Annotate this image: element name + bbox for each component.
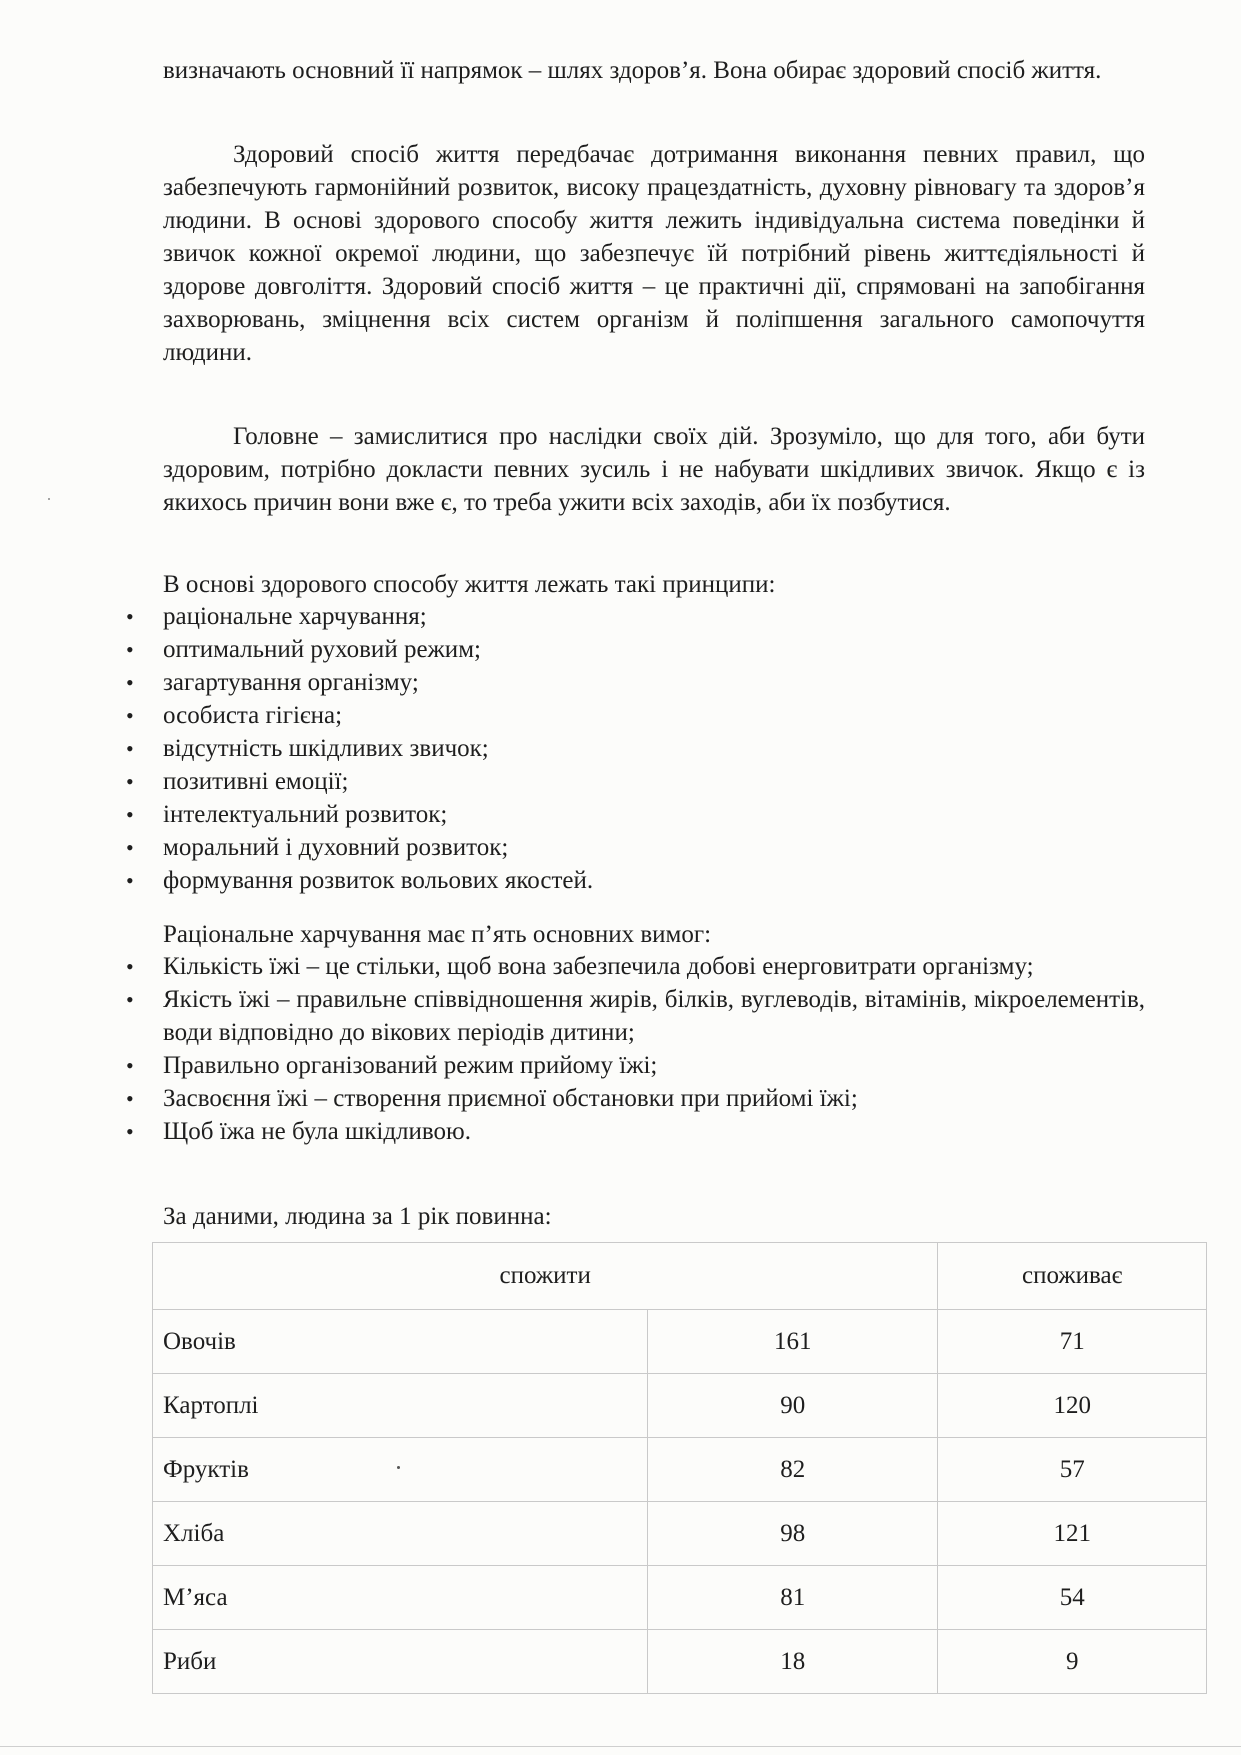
row-consume: 81 — [648, 1566, 938, 1630]
row-name: Риби — [153, 1630, 648, 1694]
table-row — [153, 1310, 1207, 1374]
bullet-icon: • — [126, 987, 134, 1012]
paragraph-consequences: Головне – замислитися про наслідки своїх дій. Зрозуміло, що для того, аби бути здоровим, потрібно докласти певних зусиль і не набувати шкідливих звичок. Якщо є із якихось причин вони вже є, то треба ужити всіх заходів, аби їх позбутися. — [163, 423, 1145, 516]
bullet-icon: • — [126, 703, 134, 728]
list-item: • відсутність шкідливих звичок; — [118, 732, 1145, 765]
row-name: Хліба — [153, 1502, 648, 1566]
bullet-icon: • — [126, 1086, 134, 1111]
food-consumption-table — [152, 1242, 1207, 1694]
table-row — [153, 1566, 1207, 1630]
header-actual: споживає — [938, 1243, 1207, 1310]
row-consume: 161 — [648, 1310, 938, 1374]
bullet-icon: • — [126, 637, 134, 662]
row-consume: 18 — [648, 1630, 938, 1694]
paragraph-healthy-lifestyle: Здоровий спосіб життя передбачає дотримання виконання певних правил, що забезпечують гармонійний розвиток, високу працездатність, духовну рівновагу та здоров’я людини. В основі здорового способу життя лежить індивідуальна система поведінки й звичок кожної окремої людини, що забезпечує їй потрібний рівень життєдіяльності й здорове довголіття. Здоровий спосіб життя – це практичні дії, спрямовані на запобігання захворювань, зміцнення всіх систем організм й поліпшення загального самопочуття людини. — [163, 141, 1145, 366]
row-name: Картоплі — [153, 1374, 648, 1438]
list-item: • загартування організму; — [118, 666, 1145, 699]
paragraph-intro: визначають основний її напрямок – шлях здоров’я. Вона обирає здоровий спосіб життя. — [163, 57, 1102, 84]
table-row — [153, 1438, 1207, 1502]
row-actual: 9 — [938, 1630, 1207, 1694]
list-item: • позитивні емоції; — [118, 765, 1145, 798]
list-item: • Засвоєння їжі – створення приємної обстановки при прийомі їжі; — [118, 1082, 1145, 1115]
bullet-icon: • — [126, 802, 134, 827]
scan-speck — [48, 498, 50, 500]
bullet-icon: • — [126, 769, 134, 794]
scan-speck — [397, 1466, 400, 1469]
row-name: Овочів — [153, 1310, 648, 1374]
nutrition-list — [118, 950, 1145, 1148]
list-item: • формування розвиток вольових якостей. — [118, 864, 1145, 897]
bullet-icon: • — [126, 670, 134, 695]
list-item: • Кількість їжі – це стільки, щоб вона забезпечила добові енерговитрати організму; — [118, 950, 1145, 983]
table-row — [153, 1374, 1207, 1438]
table-row — [153, 1630, 1207, 1694]
list-item: • моральний і духовний розвиток; — [118, 831, 1145, 864]
list-item: • оптимальний руховий режим; — [118, 633, 1145, 666]
list-item: • раціональне харчування; — [118, 600, 1145, 633]
list-item: • інтелектуальний розвиток; — [118, 798, 1145, 831]
bullet-icon: • — [126, 604, 134, 629]
row-actual: 71 — [938, 1310, 1207, 1374]
nutrition-lead: Раціональне харчування має п’ять основних вимог: — [163, 921, 712, 948]
table-lead: За даними, людина за 1 рік повинна: — [163, 1203, 552, 1230]
row-name: М’яса — [153, 1566, 648, 1630]
row-actual: 54 — [938, 1566, 1207, 1630]
principles-list — [118, 600, 1145, 897]
table-row — [153, 1502, 1207, 1566]
list-item: • Якість їжі – правильне співвідношення жирів, білків, вуглеводів, вітамінів, мікроелементів, води відповідно до вікових періодів дитини; — [118, 983, 1145, 1049]
row-actual: 121 — [938, 1502, 1207, 1566]
table-header-row — [153, 1243, 1207, 1310]
row-actual: 120 — [938, 1374, 1207, 1438]
bullet-icon: • — [126, 868, 134, 893]
list-item: • Правильно організований режим прийому їжі; — [118, 1049, 1145, 1082]
row-consume: 98 — [648, 1502, 938, 1566]
bullet-icon: • — [126, 1119, 134, 1144]
bullet-icon: • — [126, 835, 134, 860]
bullet-icon: • — [126, 736, 134, 761]
row-consume: 90 — [648, 1374, 938, 1438]
row-actual: 57 — [938, 1438, 1207, 1502]
principles-lead: В основі здорового способу життя лежать такі принципи: — [163, 571, 776, 598]
header-consume: спожити — [153, 1243, 938, 1310]
bullet-icon: • — [126, 1053, 134, 1078]
list-item: • Щоб їжа не була шкідливою. — [118, 1115, 1145, 1148]
list-item: • особиста гігієна; — [118, 699, 1145, 732]
scan-edge-line — [0, 1746, 1241, 1747]
bullet-icon: • — [126, 954, 134, 979]
row-name: Фруктів — [153, 1438, 648, 1502]
row-consume: 82 — [648, 1438, 938, 1502]
